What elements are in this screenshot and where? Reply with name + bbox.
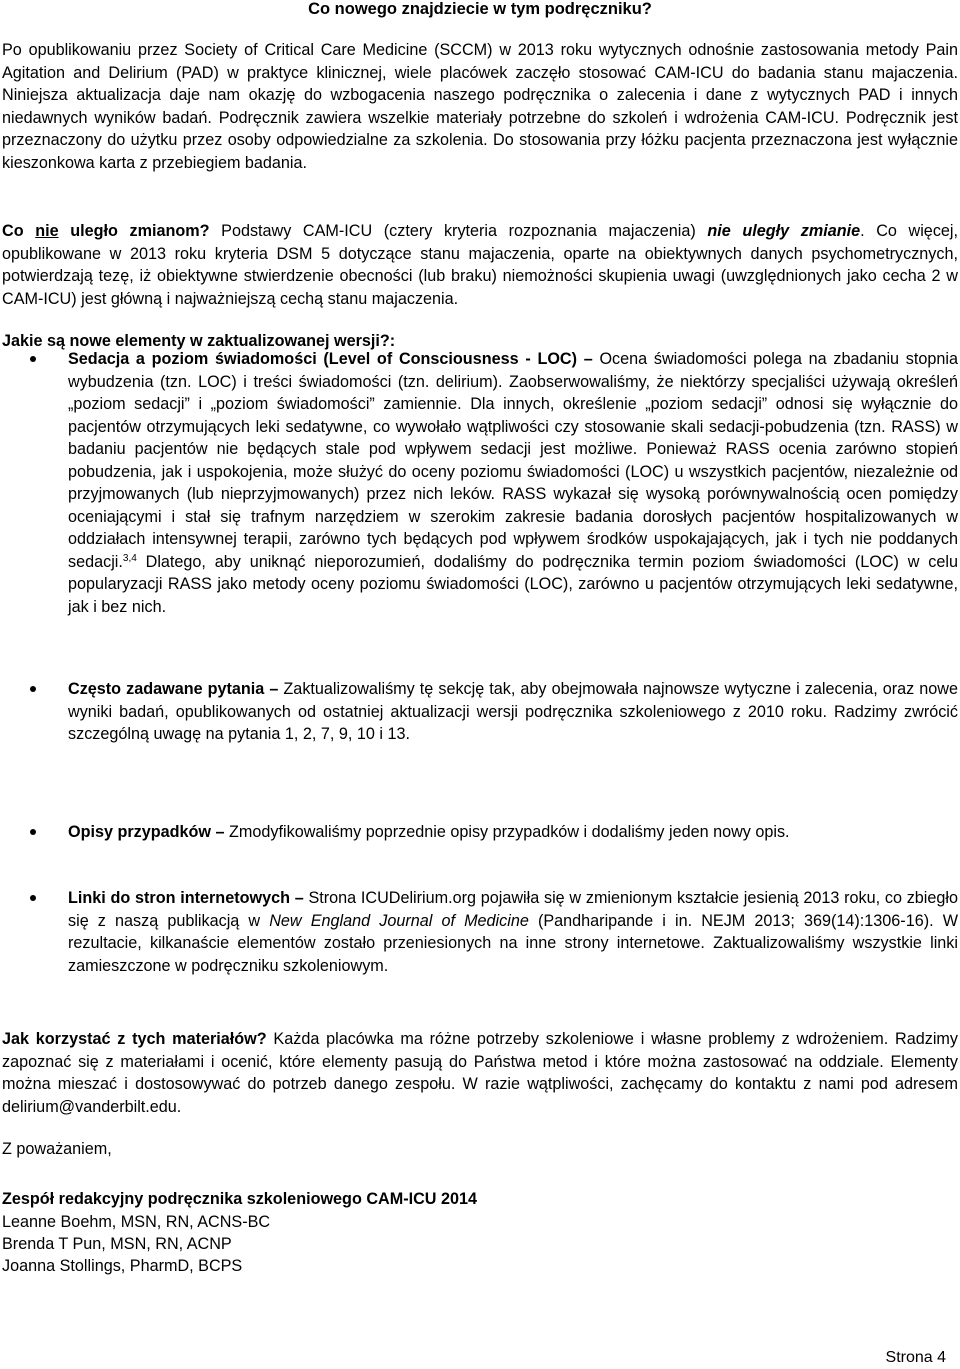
list-item-label: Linki do stron internetowych –	[68, 889, 304, 907]
usage-section: Jak korzystać z tych materiałów? Każda placówka ma różne potrzeby szkoleniowe i własne problemy z wdrożeniem. Radzimy zapoznać się z materiałami i ocenić, które elementy pasują do Państwa metod i które można zastosować na oddziale. Elementy można mieszać i dostosowywać do potrzeb danego zespołu. W razie wątpliwości, zachęcamy do kontaktu z nami pod adresem delirium@vanderbilt.edu.	[2, 1030, 958, 1116]
page-title: Co nowego znajdziecie w tym podręczniku?	[308, 0, 652, 18]
page-number: Strona 4	[885, 1349, 946, 1366]
unchanged-section: Co nie uległo zmianom? Podstawy CAM-ICU (cztery kryteria rozpoznania majaczenia) nie uległy zmianie. Co więcej, opublikowane w 2013 roku kryteria DSM 5 dotyczące stanu majaczenia, oparte na obiektywnych danych psychometrycznych, potwierdzają tezę, iż obiektywne stwierdzenie obecności (lub braku) niemożności skupienia uwagi (uwzględnionych jako cecha 2 w CAM-ICU) jest główną i najważniejszą cechą stanu majaczenia.	[2, 222, 959, 308]
list-item-label: Często zadawane pytania –	[68, 680, 279, 698]
signature-team: Zespół redakcyjny podręcznika szkoleniowego CAM-ICU 2014	[2, 1190, 477, 1208]
signature-name: Leanne Boehm, MSN, RN, ACNS-BC	[2, 1213, 271, 1231]
list-item-label: Opisy przypadków –	[68, 823, 225, 841]
document-page: Co nowego znajdziecie w tym podręczniku? Po opublikowaniu przez Society of Critical Care Medicine (SCCM) w 2013 roku wytycznych odnośnie zastosowania metody Pain Agitation and Delirium (PAD) w praktyce klinicznej, wiele placówek zaczęło stosować CAM-ICU do badania stanu majaczenia. Niniejsza aktualizacja daje nam okazję do wzbogacenia naszego podręcznika o zalecenia i dane z wytycznych PAD i innych niedawnych wyników badań. Podręcznik zawiera wszelkie materiały potrzebne do szkoleń i wdrożenia CAM-ICU. Podręcznik jest przeznaczony do użytku przez osoby odpowiedzialne za szkolenia. Do stosowania przy łóżku pacjenta przeznaczona jest wyłącznie kieszonkowa karta z przebiegiem badania. Co nie uległo zmianom? Podstawy CAM-ICU (cztery kryteria rozpoznania majaczenia) nie uległy zmianie. Co więcej, opublikowane w 2013 roku kryteria DSM 5 dotyczące stanu majaczenia, oparte na obiektywnych danych psychometrycznych, potwierdzają tezę, iż obiektywne stwierdzenie obecności (lub braku) niemożności skupienia uwagi (uwzględnionych jako cecha 2 w CAM-ICU) jest główną i najważniejszą cechą stanu majaczenia. Jakie są nowe elementy w zaktualizowanej wersji?: Sedacja a poziom świadomości (Level of Consciousness - LOC) – Ocena świadomości polega na zbadaniu stopnia wybudzenia (tzn. LOC) i treści świadomości (tzn. delirium). Zaobserwowaliśmy, że niektórzy specjaliści używają określeń „poziom sedacji” i „poziom świadomości” zamiennie. Dla innych, określenie „poziom sedacji” odnosi się wyłącznie do pacjentów otrzymujących leki sedatywne, co wywołało wątpliwości czy stosowanie skali sedacji-pobudzenia (tzn. RASS) w badaniu pacjentów nie będących stale pod wpływem sedacji jest możliwe. Ponieważ RASS ocenia zarówno stopień pobudzenia, jak i uspokojenia, może służyć do oceny poziomu świadomości (LOC) u wszystkich pacjentów, niezależnie od przyjmowanych (lub nieprzyjmowanych) przez nich leków. RASS wykazał się wysoką porównywalnością ocen pomiędzy oceniającymi i stał się trafnym narzędziem w szerokim zakresie badania dorosłych pacjentów hospitalizowanych w oddziałach intensywnej terapii, zarówno tych będących pod wpływem środków uspokajających, jak i tych nie poddanych sedacji.$^{3,4}$ Dlatego, aby uniknąć nieporozumień, dodaliśmy do podręcznika termin poziom świadomości (LOC) w celu popularyzacji RASS jako metody oceny poziomu świadomości (LOC), zarówno u pacjentów otrzymujących leki sedatywne, jak i bez nich. Często zadawane pytania – Zaktualizowaliśmy tę sekcję tak, aby obejmowała najnowsze wytyczne i zalecenia, oraz nowe wyniki badań, opublikowanych od ostatniej aktualizacji wersji podręcznika szkoleniowego z 2010 roku. Radzimy zwrócić szczególną uwagę na pytania 1, 2, 7, 9, 10 i 13. Opisy przypadków – Zmodyfikowaliśmy poprzednie opisy przypadków i dodaliśmy jeden nowy opis. Linki do stron internetowych – Strona ICUDelirium.org pojawiła się w zmienionym kształcie jesienią 2013 roku, co zbiegło się z naszą publikacją w New England Journal of Medicine (Pandharipande i in. NEJM 2013; 369(14):1306-16). W rezultacie, kilkanaście elementów zostało przeniesionych na inne strony internetowe. Zaktualizowaliśmy wszystkie linki zamieszczone w podręczniku szkoleniowym. Jak korzystać z tych materiałów? Każda placówka ma różne potrzeby szkoleniowe i własne problemy z wdrożeniem. Radzimy zapoznać się z materiałami i ocenić, które elementy pasują do Państwa metod i które można zastosować na oddziale. Elementy można mieszać i dostosowywać do potrzeb danego zespołu. W razie wątpliwości, zachęcamy do kontaktu z nami pod adresem delirium@vanderbilt.edu. Z poważaniem, Zespół redakcyjny podręcznika szkoleniowego CAM-ICU 2014 Leanne Boehm, MSN, RN, ACNS-BC Brenda T Pun, MSN, RN, ACNP Joanna Stollings, PharmD, BCPS Strona 4	[2, 0, 959, 1366]
bullet-icon	[30, 686, 36, 692]
signature-name: Joanna Stollings, PharmD, BCPS	[2, 1257, 243, 1275]
list-item-label: Sedacja a poziom świadomości (Level of Consciousness - LOC) –	[68, 350, 593, 368]
new-elements-heading: Jakie są nowe elementy w zaktualizowanej wersji?:	[2, 332, 396, 350]
signature-name: Brenda T Pun, MSN, RN, ACNP	[2, 1235, 232, 1253]
bullet-icon	[30, 895, 36, 901]
intro-paragraph: Po opublikowaniu przez Society of Critical Care Medicine (SCCM) w 2013 roku wytycznych odnośnie zastosowania metody Pain Agitation and Delirium (PAD) w praktyce klinicznej, wiele placówek zaczęło stosować CAM-ICU do badania stanu majaczenia. Niniejsza aktualizacja daje nam okazję do wzbogacenia naszego podręcznika o zalecenia i dane z wytycznych PAD i innych niedawnych wyników badań. Podręcznik zawiera wszelkie materiały potrzebne do szkoleń i wdrożenia CAM-ICU. Podręcznik jest przeznaczony do użytku przez osoby odpowiedzialne za szkolenia. Do stosowania przy łóżku pacjenta przeznaczona jest wyłącznie kieszonkowa karta z przebiegiem badania.	[2, 41, 958, 172]
usage-heading: Jak korzystać z tych materiałów?	[2, 1030, 267, 1048]
bullet-icon	[30, 829, 36, 835]
bullet-icon	[30, 356, 36, 362]
unchanged-heading: Co nie uległo zmianom?	[2, 222, 210, 240]
closing-text: Z poważaniem,	[2, 1140, 112, 1158]
